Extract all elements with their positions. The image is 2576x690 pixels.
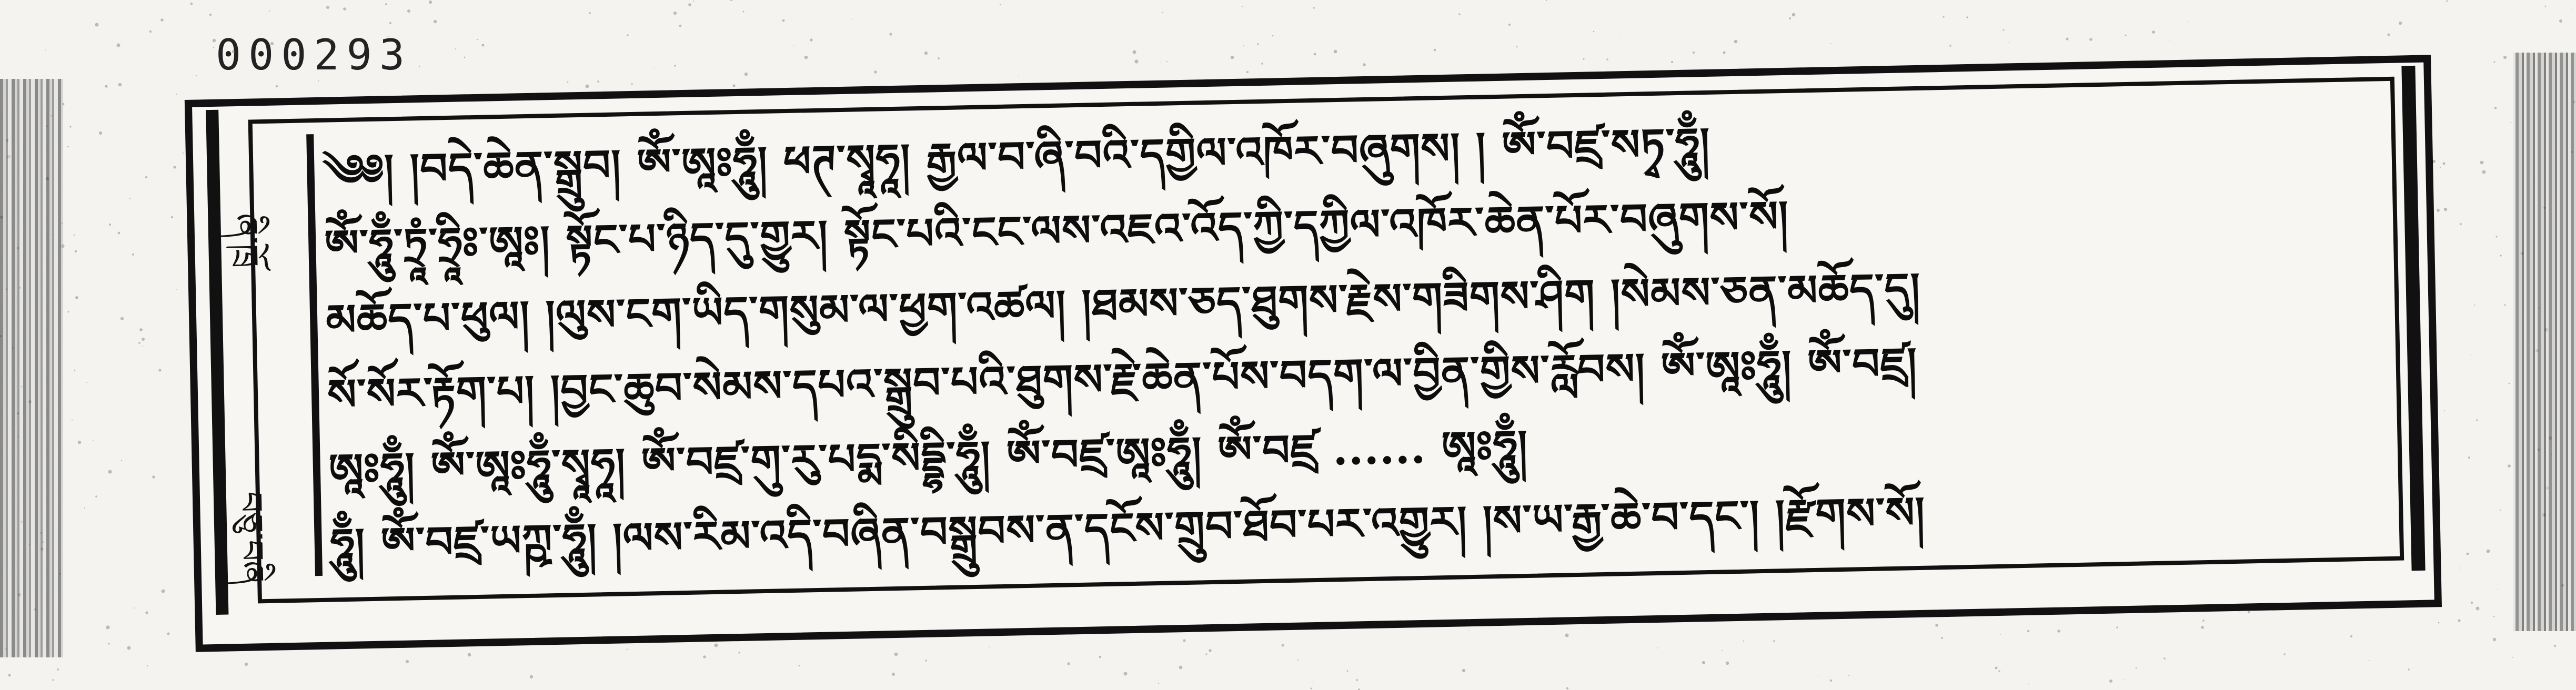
text-line: ཨཱཿཧཱུྃ། ཨོཾ་ཨཱཿཧཱུྃ་སྭཱཧཱ། ཨོཾ་བཛྲ་གུ་རུ་པདྨ་སིདྡྷི་ཧཱུྃ། ཨོཾ་བཛྲ་ཨཱཿཧཱུྃ། ཨོཾ་བཛྲ ...... ཨཱཿཧཱུྃ། — [328, 420, 1528, 495]
text-line: ༄༅། །བདེ་ཆེན་སྒྲུབ། ཨོཾ་ཨཱཿཧཱུྃ། ཕཊ་སྭཱཧཱ། རྒྱལ་བ་ཞི་བའི་དགྱིལ་འཁོར་བཞུགས། ། ཨོཾ་བཛྲ་སཏྭ་ཧཱུྃ། — [322, 118, 1711, 197]
tibetan-text-block — [322, 93, 2378, 592]
text-line: ཧཱུྃ། ཨོཾ་བཛྲ་ཡཀྵ་ཧཱུྃ། །ལས་རིམ་འདི་བཞིན་བསྒྲུབས་ན་དངོས་གྲུབ་ཐོབ་པར་འགྱུར། །ས་ཡ་རྒྱ་ཆེ་བ་དང་། །རྫོགས་སོ། — [329, 487, 1926, 570]
margin-folio-number: བཅུ་བཞི — [231, 491, 272, 584]
text-line: མཆོད་པ་ཕུལ། །ལུས་ངག་ཡིད་གསུམ་ལ་ཕྱག་འཚལ། །ཐམས་ཅད་ཐུགས་རྗེས་གཟིགས་ཤིག །སེམས་ཅན་མཆོད་དུ། — [325, 263, 1921, 346]
page-id-number: 000293 — [216, 31, 412, 79]
manuscript-folio — [184, 34, 2442, 652]
text-line: སོ་སོར་རྟོག་པ། །བྱང་ཆུབ་སེམས་དཔའ་སྒྲུབ་པའི་ཐུགས་རྗེ་ཆེན་པོས་བདག་ལ་བྱིན་གྱིས་རློབས། ཨོཾ་ཨཱཿཧཱུྃ། ཨོཾ་བཛྲ། — [327, 338, 1918, 421]
margin-title: ཞི་ཁྲོ — [225, 213, 266, 268]
right-scan-edge — [2513, 53, 2576, 631]
text-line: ཨོཾ་ཧཱུྃ་ཏྲཱཾ་ཧྲཱིཿ་ཨཱཿ། སྟོང་པ་ཉིད་དུ་གྱུར། སྟོང་པའི་ངང་ལས་འཇའ་འོད་ཀྱི་དཀྱིལ་འཁོར་ཆེན་པོར་བཞུགས་སོ། — [324, 191, 1789, 271]
left-scan-edge — [0, 79, 63, 657]
